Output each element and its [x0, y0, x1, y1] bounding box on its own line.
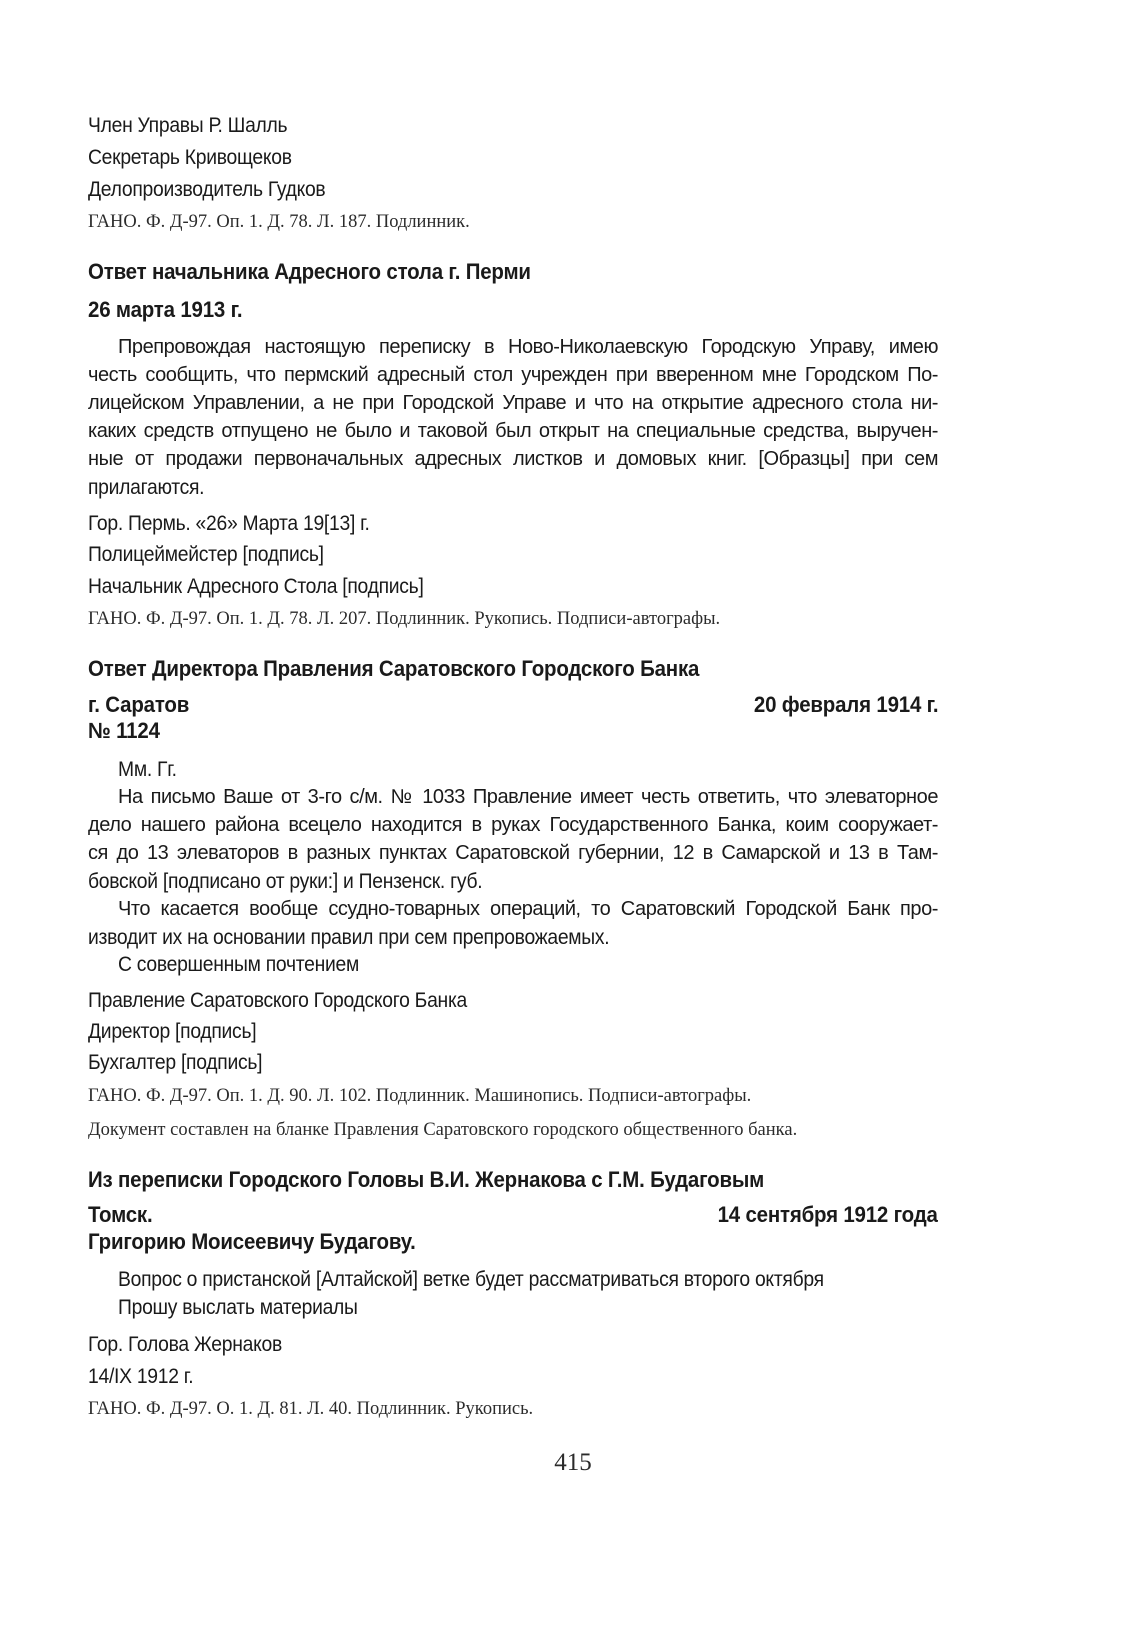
place-date-line: Гор. Пермь. «26» Марта 19[13] г.: [88, 512, 370, 535]
paragraph-line: На письмо Ваше от 3-го с/м. № 1033 Правление имеет честь ответить, что элеваторное: [118, 786, 938, 808]
paragraph-line: ся до 13 элеваторов в разных пунктах Саратовской губернии, 12 в Самарской и 13 в Там-: [88, 842, 938, 864]
signature-line: Делопроизводитель Гудков: [88, 178, 326, 201]
document-place: г. Саратов: [88, 692, 190, 717]
greeting-line: Мм. Гг.: [118, 758, 177, 781]
addressee-line: Григорию Моисеевичу Будагову.: [88, 1229, 416, 1254]
closing-line: С совершенным почтением: [118, 953, 359, 976]
archive-reference: ГАНО. Ф. Д-97. Оп. 1. Д. 90. Л. 102. Подлинник. Машинопись. Подписи-автографы.: [88, 1086, 752, 1106]
signature-line: Секретарь Кривощеков: [88, 146, 292, 169]
signature-line: Член Управы Р. Шалль: [88, 114, 288, 137]
paragraph-line: Прошу выслать материалы: [118, 1296, 358, 1319]
paragraph-line: изводит их на основании правил при сем препровожаемых.: [88, 926, 610, 949]
paragraph-line: Что касается вообще ссудно-товарных операций, то Саратовский Городской Банк про-: [118, 898, 938, 920]
signature-line: 14/IX 1912 г.: [88, 1365, 194, 1388]
document-date: 20 февраля 1914 г.: [753, 692, 938, 717]
archive-note: Документ составлен на бланке Правления Саратовского городского общественного банка.: [88, 1120, 798, 1140]
signature-line: Полицеймейстер [подпись]: [88, 543, 324, 566]
signature-line: Правление Саратовского Городского Банка: [88, 989, 468, 1012]
document-date: 26 марта 1913 г.: [88, 297, 243, 322]
signature-line: Начальник Адресного Стола [подпись]: [88, 575, 424, 598]
paragraph-line: каких средств отпущено не было и таковой был открыт на специальные средства, выручен-: [88, 420, 938, 442]
signature-line: Гор. Голова Жернаков: [88, 1333, 282, 1356]
document-place: Томск.: [88, 1202, 153, 1227]
paragraph-line: честь сообщить, что пермский адресный стол учрежден при вверенном мне Городском По-: [88, 364, 938, 386]
paragraph-line: Препровождая настоящую переписку в Ново-Николаевскую Городскую Управу, имею: [118, 336, 938, 358]
document-title: Из переписки Городского Головы В.И. Жернакова с Г.М. Будаговым: [88, 1167, 765, 1192]
paragraph-line: прилагаются.: [88, 476, 205, 499]
archive-reference: ГАНО. Ф. Д-97. О. 1. Д. 81. Л. 40. Подлинник. Рукопись.: [88, 1399, 534, 1419]
archive-reference: ГАНО. Ф. Д-97. Оп. 1. Д. 78. Л. 207. Подлинник. Рукопись. Подписи-автографы.: [88, 609, 721, 629]
archive-reference: ГАНО. Ф. Д-97. Оп. 1. Д. 78. Л. 187. Подлинник.: [88, 212, 470, 232]
page-number: 415: [554, 1449, 592, 1476]
signature-line: Бухгалтер [подпись]: [88, 1051, 263, 1074]
document-title: Ответ Директора Правления Саратовского Городского Банка: [88, 656, 700, 681]
paragraph-line: дело нашего района всецело находится в руках Государственного Банка, коим сооружает-: [88, 814, 938, 836]
document-number: № 1124: [88, 718, 160, 743]
document-title: Ответ начальника Адресного стола г. Перми: [88, 259, 531, 284]
paragraph-line: бовской [подписано от руки:] и Пензенск. губ.: [88, 870, 483, 893]
signature-line: Директор [подпись]: [88, 1020, 257, 1043]
paragraph-line: ные от продажи первоначальных адресных листков и домовых книг. [Образцы] при сем: [88, 448, 938, 470]
paragraph-line: лицейском Управлении, а не при Городской Управе и что на открытие адресного стола ни-: [88, 392, 938, 414]
document-date: 14 сентября 1912 года: [717, 1202, 938, 1227]
paragraph-line: Вопрос о пристанской [Алтайской] ветке будет рассматриваться второго октября: [118, 1268, 824, 1291]
